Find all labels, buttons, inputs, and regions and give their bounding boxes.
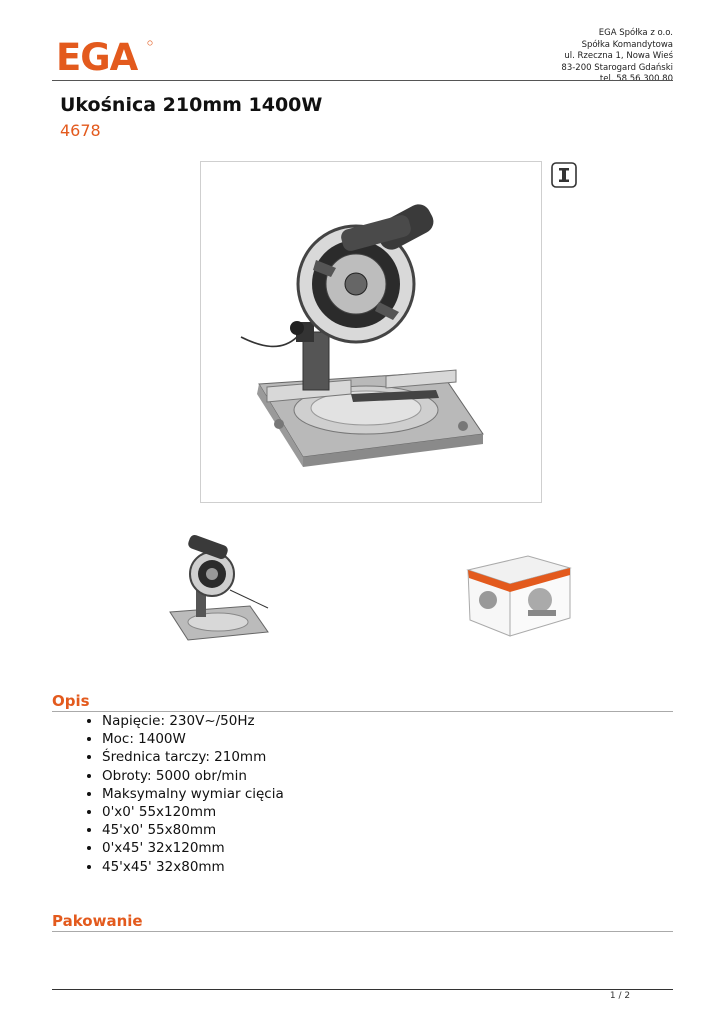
spec-item: • 45'x45' 32x80mm <box>102 858 284 876</box>
product-title: Ukośnica 210mm 1400W <box>60 94 323 116</box>
header-divider <box>52 80 673 81</box>
company-city: 83-200 Starogard Gdański <box>561 62 673 73</box>
miter-saw-photo <box>201 162 541 502</box>
company-name: EGA Spółka z o.o. <box>598 28 673 38</box>
company-type: Spółka Komandytowa <box>581 39 673 50</box>
description-heading: Opis <box>52 692 90 710</box>
packaging-heading: Pakowanie <box>52 912 143 930</box>
main-product-image[interactable] <box>200 161 542 503</box>
spec-item: • 0'x45' 32x120mm <box>102 839 284 857</box>
page-number: 1 / 2 <box>609 991 631 1001</box>
miter-saw-thumbnail[interactable] <box>160 530 272 648</box>
company-phone: tel. 58 56 300 80 <box>599 74 673 85</box>
packaging-divider <box>52 931 673 932</box>
svg-text:EGA: EGA <box>56 38 138 74</box>
spec-item: • Maksymalny wymiar cięcia <box>102 785 284 803</box>
spec-item: • 45'x0' 55x80mm <box>102 821 284 839</box>
company-address <box>561 28 673 86</box>
spec-item: • 0'x0' 55x120mm <box>102 803 284 821</box>
spec-item: • Obroty: 5000 obr/min <box>102 767 284 785</box>
packaging-box-thumbnail[interactable] <box>458 548 576 640</box>
company-street: ul. Rzeczna 1, Nowa Wieś <box>564 51 673 62</box>
spec-list <box>84 712 284 876</box>
spec-item: • Napięcie: 230V~/50Hz <box>102 712 284 730</box>
spec-item: • Moc: 1400W <box>102 730 284 748</box>
info-icon[interactable] <box>551 162 577 188</box>
spec-item: • Średnica tarczy: 210mm <box>102 748 284 766</box>
footer-divider <box>52 989 673 990</box>
product-code: 4678 <box>60 121 101 140</box>
ega-logo <box>56 38 156 74</box>
